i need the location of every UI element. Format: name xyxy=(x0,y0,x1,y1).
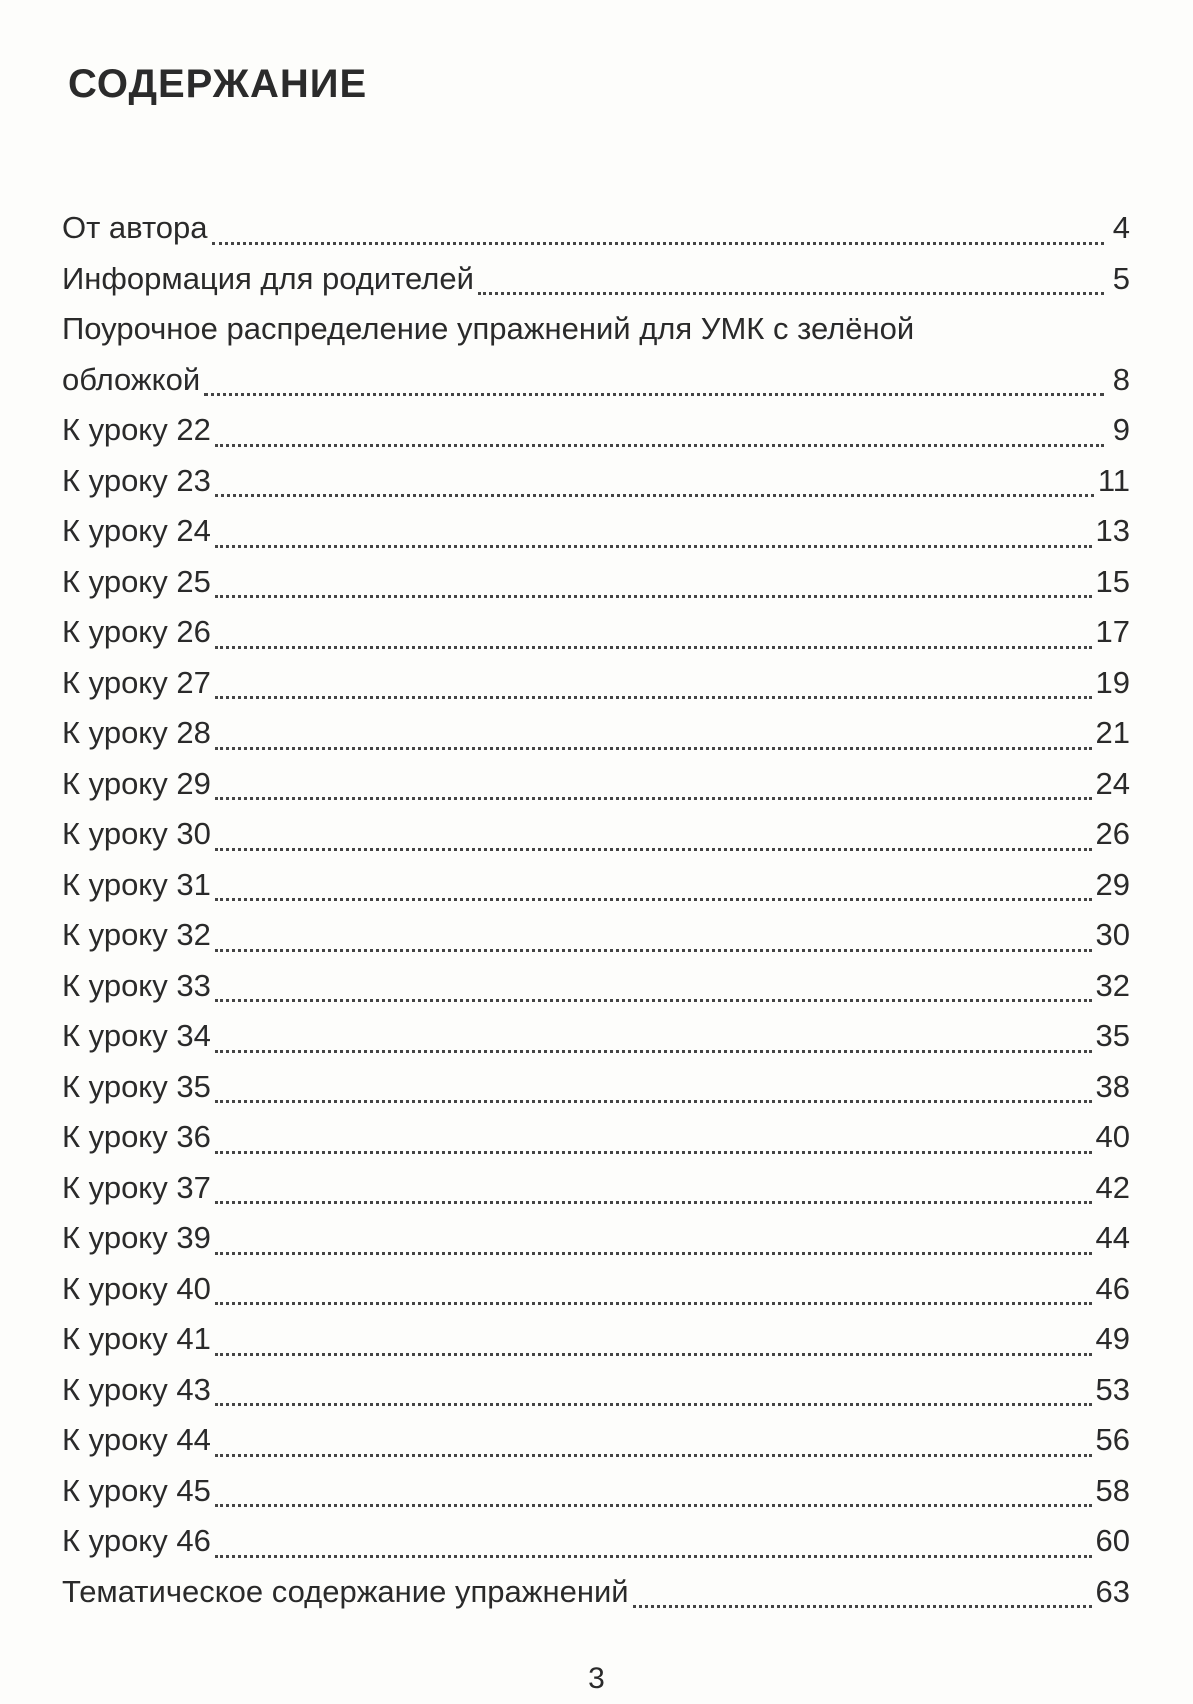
dot-leader xyxy=(215,696,1092,699)
page-number: 3 xyxy=(588,1662,605,1695)
toc-entry xyxy=(62,1264,1130,1315)
dot-leader xyxy=(215,1252,1092,1255)
toc-entry-label: К уроку 29 xyxy=(62,765,211,801)
toc-entry-page: 9 xyxy=(1112,412,1130,447)
toc-entry xyxy=(62,1112,1130,1163)
toc-entry-page: 38 xyxy=(1095,1068,1130,1104)
dot-leader xyxy=(215,999,1092,1002)
toc-entry-label: К уроку 24 xyxy=(62,513,211,548)
dot-leader xyxy=(215,1353,1092,1356)
toc-entry-label: К уроку 26 xyxy=(62,614,211,649)
dot-leader xyxy=(215,898,1092,901)
toc-entry-page: 29 xyxy=(1095,866,1130,902)
toc-entry-page: 40 xyxy=(1095,1119,1130,1154)
toc-entry xyxy=(62,860,1130,911)
toc-entry-page: 63 xyxy=(1095,1573,1130,1609)
toc-entry xyxy=(62,1567,1130,1618)
toc-entry-label: К уроку 28 xyxy=(62,715,211,750)
toc-entry-page: 49 xyxy=(1095,1321,1130,1356)
dot-leader xyxy=(633,1605,1092,1608)
dot-leader xyxy=(215,494,1094,497)
toc-entry-label: К уроку 41 xyxy=(62,1321,211,1356)
toc-entry-label: К уроку 27 xyxy=(62,664,211,700)
toc-entry-page: 17 xyxy=(1095,614,1130,649)
toc-entry-page: 32 xyxy=(1095,967,1130,1003)
toc-entry-page: 58 xyxy=(1095,1472,1130,1508)
toc-entry-page: 60 xyxy=(1095,1523,1130,1558)
dot-leader xyxy=(215,1403,1092,1406)
toc-entry xyxy=(62,1314,1130,1365)
toc-entry xyxy=(62,759,1130,810)
toc-entry-label: К уроку 25 xyxy=(62,563,211,599)
toc-entry xyxy=(62,456,1130,507)
toc-entry-page: 13 xyxy=(1095,513,1130,548)
dot-leader xyxy=(215,1454,1092,1457)
toc-entry-label: К уроку 45 xyxy=(62,1472,211,1508)
toc-entry-label: К уроку 37 xyxy=(62,1169,211,1205)
toc-entry xyxy=(62,607,1130,658)
toc-entry xyxy=(62,1466,1130,1517)
dot-leader xyxy=(215,1504,1092,1507)
toc-entry xyxy=(62,961,1130,1012)
dot-leader xyxy=(215,1555,1092,1558)
toc-entry-label-line2: обложкой xyxy=(62,361,201,397)
dot-leader xyxy=(215,1302,1092,1305)
toc-entry-label: К уроку 35 xyxy=(62,1068,211,1104)
toc-entry xyxy=(62,203,1130,254)
toc-entry-page: 19 xyxy=(1095,664,1130,700)
toc-entry-page: 5 xyxy=(1112,260,1130,296)
dot-leader xyxy=(215,949,1092,952)
toc-entry xyxy=(62,1213,1130,1264)
toc-entry xyxy=(62,405,1130,456)
toc-entry-label: К уроку 36 xyxy=(62,1119,211,1154)
toc-entry-label: К уроку 23 xyxy=(62,462,211,498)
toc-entry xyxy=(62,658,1130,709)
toc-entry-label-line1: Поурочное распределение упражнений для УМК с зелёной xyxy=(62,311,915,346)
toc-entry-label: К уроку 32 xyxy=(62,917,211,952)
toc-entry xyxy=(62,1062,1130,1113)
toc-entry xyxy=(62,506,1130,557)
dot-leader xyxy=(215,1050,1092,1053)
toc-entry-label: К уроку 22 xyxy=(62,412,211,447)
dot-leader xyxy=(215,747,1092,750)
toc-entry-page: 8 xyxy=(1112,361,1130,397)
toc-lesson-list xyxy=(62,405,1130,1617)
toc-entry-label: К уроку 43 xyxy=(62,1371,211,1407)
toc-entry-page: 15 xyxy=(1095,563,1130,599)
dot-leader xyxy=(478,292,1104,295)
toc-entry xyxy=(62,1163,1130,1214)
toc-entry xyxy=(62,1365,1130,1416)
toc-entry-label: К уроку 30 xyxy=(62,816,211,851)
toc-entry-label: Тематическое содержание упражнений xyxy=(62,1573,629,1609)
dot-leader xyxy=(212,242,1104,245)
dot-leader xyxy=(204,393,1104,396)
table-of-contents xyxy=(62,203,1130,1617)
toc-entry-label: К уроку 31 xyxy=(62,866,211,902)
toc-entry-page: 56 xyxy=(1095,1422,1130,1457)
toc-entry xyxy=(62,355,1130,406)
toc-entry-label: К уроку 39 xyxy=(62,1220,211,1255)
toc-entry xyxy=(62,254,1130,305)
toc-entry xyxy=(62,1415,1130,1466)
toc-entry-page: 42 xyxy=(1095,1169,1130,1205)
toc-entry-label: К уроку 46 xyxy=(62,1523,211,1558)
toc-entry xyxy=(62,1516,1130,1567)
toc-entry-label: К уроку 34 xyxy=(62,1018,211,1053)
toc-entry xyxy=(62,708,1130,759)
dot-leader xyxy=(215,1201,1092,1204)
dot-leader xyxy=(215,595,1092,598)
toc-entry-page: 44 xyxy=(1095,1220,1130,1255)
toc-entry-page: 4 xyxy=(1112,210,1130,245)
toc-entry-label: От автора xyxy=(62,210,208,245)
dot-leader xyxy=(215,646,1092,649)
dot-leader xyxy=(215,797,1092,800)
toc-entry xyxy=(62,809,1130,860)
toc-entry-label: Информация для родителей xyxy=(62,260,474,296)
toc-entry xyxy=(62,1011,1130,1062)
toc-entry-page: 21 xyxy=(1095,715,1130,750)
toc-entry xyxy=(62,910,1130,961)
dot-leader xyxy=(215,848,1092,851)
toc-entry-label: К уроку 40 xyxy=(62,1270,211,1306)
toc-entry-page: 24 xyxy=(1095,765,1130,801)
dot-leader xyxy=(215,1100,1092,1103)
toc-entry-label: К уроку 33 xyxy=(62,967,211,1003)
toc-entry-label: К уроку 44 xyxy=(62,1422,211,1457)
dot-leader xyxy=(215,1151,1092,1154)
dot-leader xyxy=(215,444,1104,447)
toc-entry-multiline xyxy=(62,304,1130,405)
toc-entry-page: 53 xyxy=(1095,1371,1130,1407)
toc-entry-page: 30 xyxy=(1095,917,1130,952)
toc-entry xyxy=(62,557,1130,608)
toc-entry-page: 11 xyxy=(1097,462,1130,498)
page-title: СОДЕРЖАНИЕ xyxy=(68,62,368,106)
toc-entry-page: 26 xyxy=(1095,816,1130,851)
toc-entry-page: 35 xyxy=(1095,1018,1130,1053)
toc-entry-page: 46 xyxy=(1095,1270,1130,1306)
dot-leader xyxy=(215,545,1092,548)
